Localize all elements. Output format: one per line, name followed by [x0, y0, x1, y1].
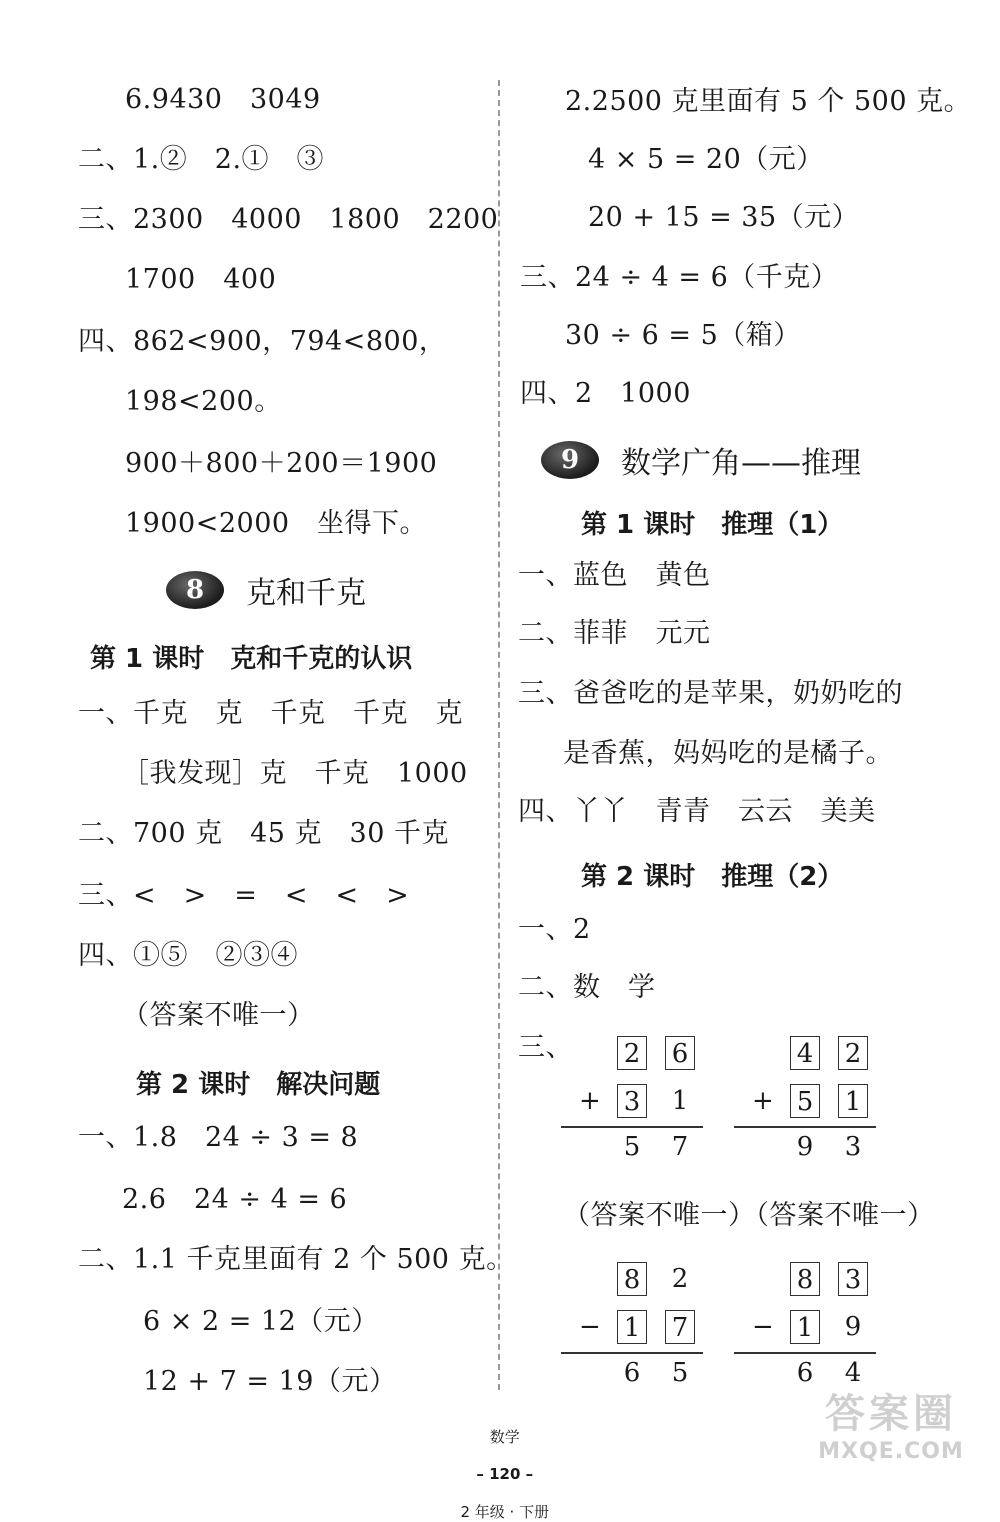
answer-line: 1900<2000 坐得下。 — [125, 508, 428, 539]
addition-puzzle — [734, 1036, 884, 1162]
answer-line: 二、数 学 — [518, 972, 656, 1003]
puzzle-result-digit: 6 — [623, 1358, 641, 1388]
answer-line: 6 × 2 = 12（元） — [143, 1306, 379, 1337]
answer-line: 1700 400 — [125, 264, 277, 295]
puzzle-result-digit: 3 — [844, 1132, 862, 1162]
sum-line — [561, 1126, 703, 1128]
sum-line — [734, 1126, 876, 1128]
watermark-url: MXQE.COM — [818, 1439, 964, 1464]
puzzle-result-digit: 7 — [671, 1132, 689, 1162]
lesson-title: 第 2 课时 解决问题 — [136, 1070, 381, 1100]
answer-line: 198<200。 — [125, 386, 282, 417]
puzzle-digit-box: 1 — [838, 1084, 868, 1118]
puzzle-digit-box: 3 — [838, 1262, 868, 1296]
answer-line: 6.9430 3049 — [125, 84, 321, 115]
page-number: – 120 – — [476, 1465, 534, 1483]
puzzle-result-digit: 5 — [623, 1132, 641, 1162]
answer-line: 12 + 7 = 19（元） — [143, 1366, 397, 1397]
unit-9-heading — [541, 438, 861, 482]
answer-line: 一、蓝色 黄色 — [518, 560, 711, 591]
answer-line: 三、< > = < < > — [78, 880, 410, 911]
operator-sign: + — [579, 1086, 601, 1116]
answer-line: 三、爸爸吃的是苹果，奶奶吃的 — [518, 678, 903, 709]
column-divider — [498, 80, 500, 1390]
puzzle-result-digit: 9 — [796, 1132, 814, 1162]
answer-line: 二、700 克 45 克 30 千克 — [78, 818, 449, 849]
unit-title: 数学广角——推理 — [621, 446, 861, 481]
answer-line: 一、千克 克 千克 千克 克 — [78, 698, 463, 729]
puzzle-digit: 2 — [671, 1264, 689, 1294]
answer-line: 4 × 5 = 20（元） — [588, 144, 824, 175]
answer-line: 是香蕉，妈妈吃的是橘子。 — [563, 738, 893, 769]
answer-line: 900＋800＋200＝1900 — [125, 448, 438, 479]
answer-line: 四、丫丫 青青 云云 美美 — [518, 796, 876, 827]
answer-line: 四、862<900，794<800， — [78, 326, 447, 357]
subtraction-puzzle — [561, 1262, 711, 1388]
operator-sign: + — [752, 1086, 774, 1116]
answer-line: （答案不唯一） — [122, 1000, 315, 1031]
answer-line: ［我发现］克 千克 1000 — [122, 758, 468, 789]
unit-number-badge: 8 — [166, 571, 224, 609]
puzzle-digit-box: 7 — [665, 1310, 695, 1344]
unit-8-heading — [166, 568, 366, 612]
site-watermark — [796, 1382, 986, 1464]
answer-line: 二、1.1 千克里面有 2 个 500 克。 — [78, 1244, 514, 1275]
puzzle-digit-box: 6 — [665, 1036, 695, 1070]
puzzle-digit-box: 8 — [617, 1262, 647, 1296]
puzzle-digit-box: 4 — [790, 1036, 820, 1070]
answer-line: 2.2500 克里面有 5 个 500 克。 — [565, 86, 972, 117]
lesson-title: 第 1 课时 克和千克的认识 — [90, 644, 413, 674]
puzzle-digit-box: 1 — [617, 1310, 647, 1344]
puzzle-digit: 1 — [671, 1086, 689, 1116]
answer-line: 一、2 — [518, 914, 591, 945]
puzzle-digit-box: 2 — [838, 1036, 868, 1070]
puzzle-digit-box: 8 — [790, 1262, 820, 1296]
answer-line: 2.6 24 ÷ 4 = 6 — [122, 1184, 348, 1215]
lesson-title: 第 1 课时 推理（1） — [581, 510, 844, 540]
subtraction-puzzle — [734, 1262, 884, 1388]
answer-line: 二、1.② 2.① ③ — [78, 144, 325, 175]
answer-line: 30 ÷ 6 = 5（箱） — [565, 320, 801, 351]
operator-sign: − — [579, 1312, 601, 1342]
lesson-title: 第 2 课时 推理（2） — [581, 862, 844, 892]
puzzle-digit-box: 3 — [617, 1084, 647, 1118]
footer-subject: 数学 — [489, 1428, 520, 1446]
unit-number-badge: 9 — [541, 441, 599, 479]
puzzle-result-digit: 6 — [796, 1358, 814, 1388]
watermark-logo-text: 答案圈 — [825, 1391, 957, 1437]
answer-line: 三、24 ÷ 4 = 6（千克） — [520, 262, 839, 293]
puzzle-digit: 9 — [844, 1312, 862, 1342]
puzzle-digit-box: 2 — [617, 1036, 647, 1070]
answer-line: 20 + 15 = 35（元） — [588, 202, 860, 233]
operator-sign: − — [752, 1312, 774, 1342]
answer-line: 三、2300 4000 1800 2200 — [78, 204, 499, 235]
note-text: （答案不唯一）（答案不唯一） — [563, 1200, 935, 1231]
puzzle-digit-box: 1 — [790, 1310, 820, 1344]
footer-grade: 2 年级 · 下册 — [460, 1503, 550, 1521]
difference-line — [561, 1352, 703, 1354]
puzzle-digit-box: 5 — [790, 1084, 820, 1118]
answer-line: 三、 — [518, 1032, 573, 1063]
addition-puzzle — [561, 1036, 711, 1162]
answer-line: 一、1.8 24 ÷ 3 = 8 — [78, 1122, 359, 1153]
answer-line: 二、菲菲 元元 — [518, 618, 711, 649]
unit-title: 克和千克 — [246, 576, 366, 611]
puzzle-result-digit: 5 — [671, 1358, 689, 1388]
answer-line: 四、①⑤ ②③④ — [78, 940, 298, 971]
answer-line: 四、2 1000 — [520, 378, 691, 409]
puzzle-result-digit: 4 — [844, 1358, 862, 1388]
difference-line — [734, 1352, 876, 1354]
